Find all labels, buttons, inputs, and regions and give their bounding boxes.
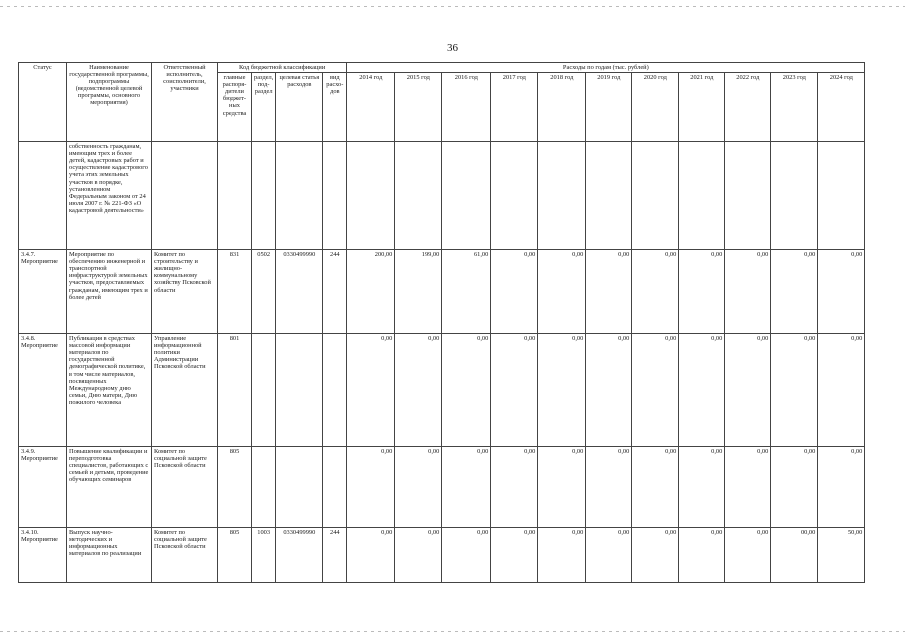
cell-vr bbox=[323, 334, 347, 447]
header-year: 2023 год bbox=[771, 73, 818, 142]
header-vr: вид расхо-дов bbox=[323, 73, 347, 142]
cell-grbs bbox=[218, 142, 252, 250]
cell-value: 0,00 bbox=[818, 447, 865, 528]
header-razdel: раздел, под-раздел bbox=[252, 73, 276, 142]
cell-value: 00,00 bbox=[771, 528, 818, 583]
cell-status: 3.4.7. Мероприятие bbox=[19, 250, 67, 334]
cell-value: 0,00 bbox=[725, 250, 771, 334]
cell-value bbox=[725, 142, 771, 250]
cell-value: 0,00 bbox=[442, 528, 491, 583]
cell-value: 0,00 bbox=[632, 334, 679, 447]
cell-value: 0,00 bbox=[538, 334, 586, 447]
cell-name: собственность гражданам, имеющим трех и более детей, кадастровых работ и осуществление кадастрового учета этих земельных участков в порядке, установленном Федеральным законом от 24 июля 2007 г. № 221-ФЗ «О кадастровой деятельности» bbox=[67, 142, 152, 250]
cell-grbs: 805 bbox=[218, 447, 252, 528]
scan-artifact-top bbox=[0, 6, 905, 7]
cell-value: 0,00 bbox=[538, 250, 586, 334]
cell-responsible: Комитет по социальной защите Псковской области bbox=[152, 447, 218, 528]
cell-value: 0,00 bbox=[347, 334, 395, 447]
budget-table bbox=[18, 62, 865, 583]
cell-value bbox=[442, 142, 491, 250]
cell-value: 0,00 bbox=[771, 447, 818, 528]
cell-value: 0,00 bbox=[725, 447, 771, 528]
header-year: 2015 год bbox=[395, 73, 442, 142]
cell-value: 0,00 bbox=[491, 250, 538, 334]
cell-responsible: Комитет по строительству и жилищно-коммунальному хозяйству Псковской области bbox=[152, 250, 218, 334]
cell-value: 0,00 bbox=[586, 250, 632, 334]
cell-value: 0,00 bbox=[442, 334, 491, 447]
cell-responsible: Комитет по социальной защите Псковской области bbox=[152, 528, 218, 583]
cell-value: 0,00 bbox=[586, 528, 632, 583]
cell-status: 3.4.10. Мероприятие bbox=[19, 528, 67, 583]
header-expenses: Расходы по годам (тыс. рублей) bbox=[347, 63, 865, 73]
cell-value: 0,00 bbox=[442, 447, 491, 528]
cell-value: 0,00 bbox=[395, 528, 442, 583]
cell-value bbox=[538, 142, 586, 250]
cell-csr bbox=[276, 447, 323, 528]
cell-value: 0,00 bbox=[679, 250, 725, 334]
cell-value bbox=[818, 142, 865, 250]
cell-value: 50,00 bbox=[818, 528, 865, 583]
cell-value: 0,00 bbox=[679, 528, 725, 583]
cell-responsible: Управление информационной политики Администрации Псковской области bbox=[152, 334, 218, 447]
cell-value bbox=[679, 142, 725, 250]
cell-name: Повышение квалификации и переподготовка специалистов, работающих с семьей и детьми, проведение обучающих семинаров bbox=[67, 447, 152, 528]
table-row bbox=[19, 334, 865, 447]
header-csr: целевая статья расходов bbox=[276, 73, 323, 142]
cell-value bbox=[586, 142, 632, 250]
cell-value: 0,00 bbox=[818, 250, 865, 334]
cell-value: 0,00 bbox=[538, 528, 586, 583]
cell-value: 0,00 bbox=[395, 447, 442, 528]
cell-vr bbox=[323, 142, 347, 250]
cell-razdel: 0502 bbox=[252, 250, 276, 334]
cell-value bbox=[491, 142, 538, 250]
cell-value: 0,00 bbox=[347, 528, 395, 583]
header-year: 2018 год bbox=[538, 73, 586, 142]
header-grbs: главные распоря-дители бюджет-ных средства bbox=[218, 73, 252, 142]
cell-value: 0,00 bbox=[491, 334, 538, 447]
header-responsible: Ответственный исполнитель, соисполнители, участники bbox=[152, 63, 218, 142]
cell-value: 0,00 bbox=[586, 334, 632, 447]
cell-grbs: 801 bbox=[218, 334, 252, 447]
cell-vr bbox=[323, 447, 347, 528]
cell-value: 0,00 bbox=[725, 528, 771, 583]
header-year: 2017 год bbox=[491, 73, 538, 142]
header-year: 2024 год bbox=[818, 73, 865, 142]
cell-responsible bbox=[152, 142, 218, 250]
header-year: 2020 год bbox=[632, 73, 679, 142]
cell-value bbox=[771, 142, 818, 250]
cell-name: Мероприятие по обеспечению инженерной и транспортной инфраструктурой земельных участков, предоставляемых гражданам, имеющим трех и более детей bbox=[67, 250, 152, 334]
cell-value: 0,00 bbox=[679, 447, 725, 528]
cell-name: Выпуск научно-методических и информационных материалов по реализации bbox=[67, 528, 152, 583]
header-year: 2021 год bbox=[679, 73, 725, 142]
page-number: 36 bbox=[447, 42, 458, 54]
cell-grbs: 805 bbox=[218, 528, 252, 583]
table-row bbox=[19, 528, 865, 583]
cell-value: 200,00 bbox=[347, 250, 395, 334]
cell-value bbox=[395, 142, 442, 250]
header-year: 2019 год bbox=[586, 73, 632, 142]
cell-value: 0,00 bbox=[632, 447, 679, 528]
cell-razdel bbox=[252, 447, 276, 528]
cell-vr: 244 bbox=[323, 250, 347, 334]
cell-value: 0,00 bbox=[679, 334, 725, 447]
cell-value: 0,00 bbox=[538, 447, 586, 528]
header-year: 2022 год bbox=[725, 73, 771, 142]
cell-value: 0,00 bbox=[818, 334, 865, 447]
header-row-top bbox=[19, 63, 865, 73]
cell-status bbox=[19, 142, 67, 250]
cell-razdel bbox=[252, 334, 276, 447]
cell-csr: 0330499990 bbox=[276, 250, 323, 334]
cell-value: 199,00 bbox=[395, 250, 442, 334]
scan-artifact-bottom bbox=[0, 631, 905, 632]
table-row bbox=[19, 250, 865, 334]
cell-grbs: 831 bbox=[218, 250, 252, 334]
cell-value bbox=[632, 142, 679, 250]
cell-value: 61,00 bbox=[442, 250, 491, 334]
header-budget-code: Код бюджетной классификации bbox=[218, 63, 347, 73]
header-year: 2014 год bbox=[347, 73, 395, 142]
cell-value: 0,00 bbox=[725, 334, 771, 447]
table-row bbox=[19, 447, 865, 528]
cell-value: 0,00 bbox=[491, 447, 538, 528]
cell-csr: 0330499990 bbox=[276, 528, 323, 583]
header-year: 2016 год bbox=[442, 73, 491, 142]
cell-value: 0,00 bbox=[347, 447, 395, 528]
cell-razdel: 1003 bbox=[252, 528, 276, 583]
header-status: Статус bbox=[19, 63, 67, 142]
cell-name: Публикация в средствах массовой информации материалов по государственной демографической политике, в том числе материалов, посвященных Международному дню семьи, Дню матери, Дню пожилого человека bbox=[67, 334, 152, 447]
cell-csr bbox=[276, 142, 323, 250]
cell-value: 0,00 bbox=[632, 528, 679, 583]
cell-value: 0,00 bbox=[632, 250, 679, 334]
cell-value: 0,00 bbox=[395, 334, 442, 447]
cell-value: 0,00 bbox=[586, 447, 632, 528]
cell-value bbox=[347, 142, 395, 250]
cell-status: 3.4.9. Мероприятие bbox=[19, 447, 67, 528]
cell-razdel bbox=[252, 142, 276, 250]
cell-value: 0,00 bbox=[771, 250, 818, 334]
cell-vr: 244 bbox=[323, 528, 347, 583]
cell-status: 3.4.8. Мероприятие bbox=[19, 334, 67, 447]
table-row bbox=[19, 142, 865, 250]
cell-value: 0,00 bbox=[491, 528, 538, 583]
cell-value: 0,00 bbox=[771, 334, 818, 447]
header-name: Наименование государственной программы, подпрограммы (ведомственной целевой программы, основного мероприятия) bbox=[67, 63, 152, 142]
cell-csr bbox=[276, 334, 323, 447]
